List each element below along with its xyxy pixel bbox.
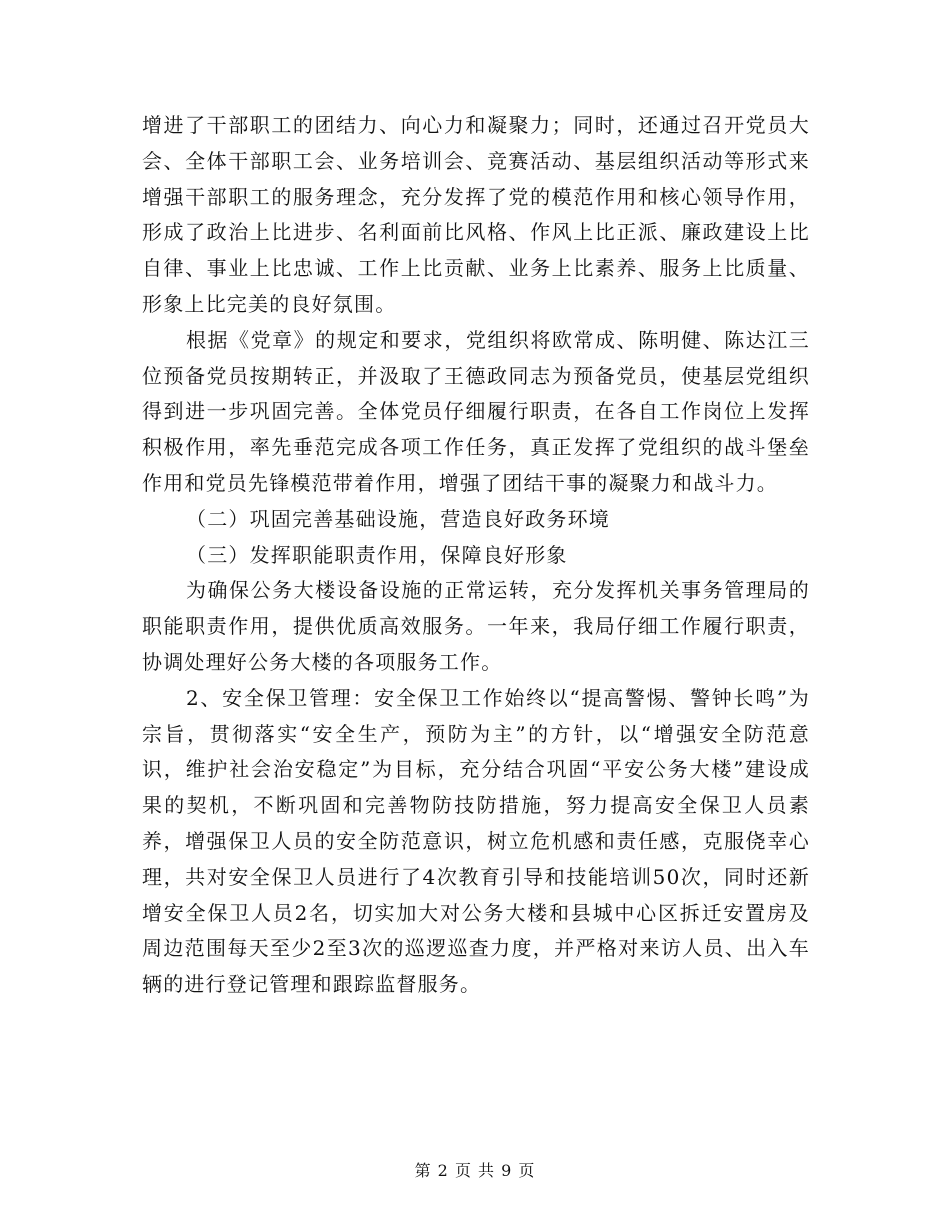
body-paragraph: 为确保公务大楼设备设施的正常运转，充分发挥机关事务管理局的职能职责作用，提供优质高效服务。一年来，我局仔细工作履行职责，协调处理好公务大楼的各项服务工作。 bbox=[142, 578, 810, 674]
section-heading: （二）巩固完善基础设施，营造良好政务环境 bbox=[186, 506, 610, 531]
page-footer: 第 2 页 共 9 页 bbox=[414, 1161, 536, 1180]
section-heading: （三）发挥职能职责作用，保障良好形象 bbox=[186, 542, 568, 567]
body-paragraph: 2、安全保卫管理：安全保卫工作始终以“提高警惕、警钟长鸣”为宗旨，贯彻落实“安全生产，预防为主”的方针，以“增强安全防范意识，维护社会治安稳定”为目标，充分结合巩固“平安公务大楼”建设成果的契机，不断巩固和完善物防技防措施，努力提高安全保卫人员素养，增强保卫人员的安全防范意识，树立危机感和责任感，克服侥幸心理，共对安全保卫人员进行了4次教育引导和技能培训50次，同时还新增安全保卫人员2名，切实加大对公务大楼和县城中心区拆迁安置房及周边范围每天至少2至3次的巡逻巡查力度，并严格对来访人员、出入车辆的进行登记管理和跟踪监督服务。 bbox=[142, 685, 810, 997]
body-paragraph: 根据《党章》的规定和要求，党组织将欧常成、陈明健、陈达江三位预备党员按期转正，并汲取了王德政同志为预备党员，使基层党组织得到进一步巩固完善。全体党员仔细履行职责，在各自工作岗位上发挥积极作用，率先垂范完成各项工作任务，真正发挥了党组织的战斗堡垒作用和党员先锋模范带着作用，增强了团结干事的凝聚力和战斗力。 bbox=[142, 327, 810, 495]
body-paragraph: 增进了干部职工的团结力、向心力和凝聚力；同时，还通过召开党员大会、全体干部职工会、业务培训会、竞赛活动、基层组织活动等形式来增强干部职工的服务理念，充分发挥了党的模范作用和核心领导作用，形成了政治上比进步、名利面前比风格、作风上比正派、廉政建设上比自律、事业上比忠诚、工作上比贡献、业务上比素养、服务上比质量、形象上比完美的良好氛围。 bbox=[142, 113, 810, 316]
document-body bbox=[142, 108, 810, 1003]
